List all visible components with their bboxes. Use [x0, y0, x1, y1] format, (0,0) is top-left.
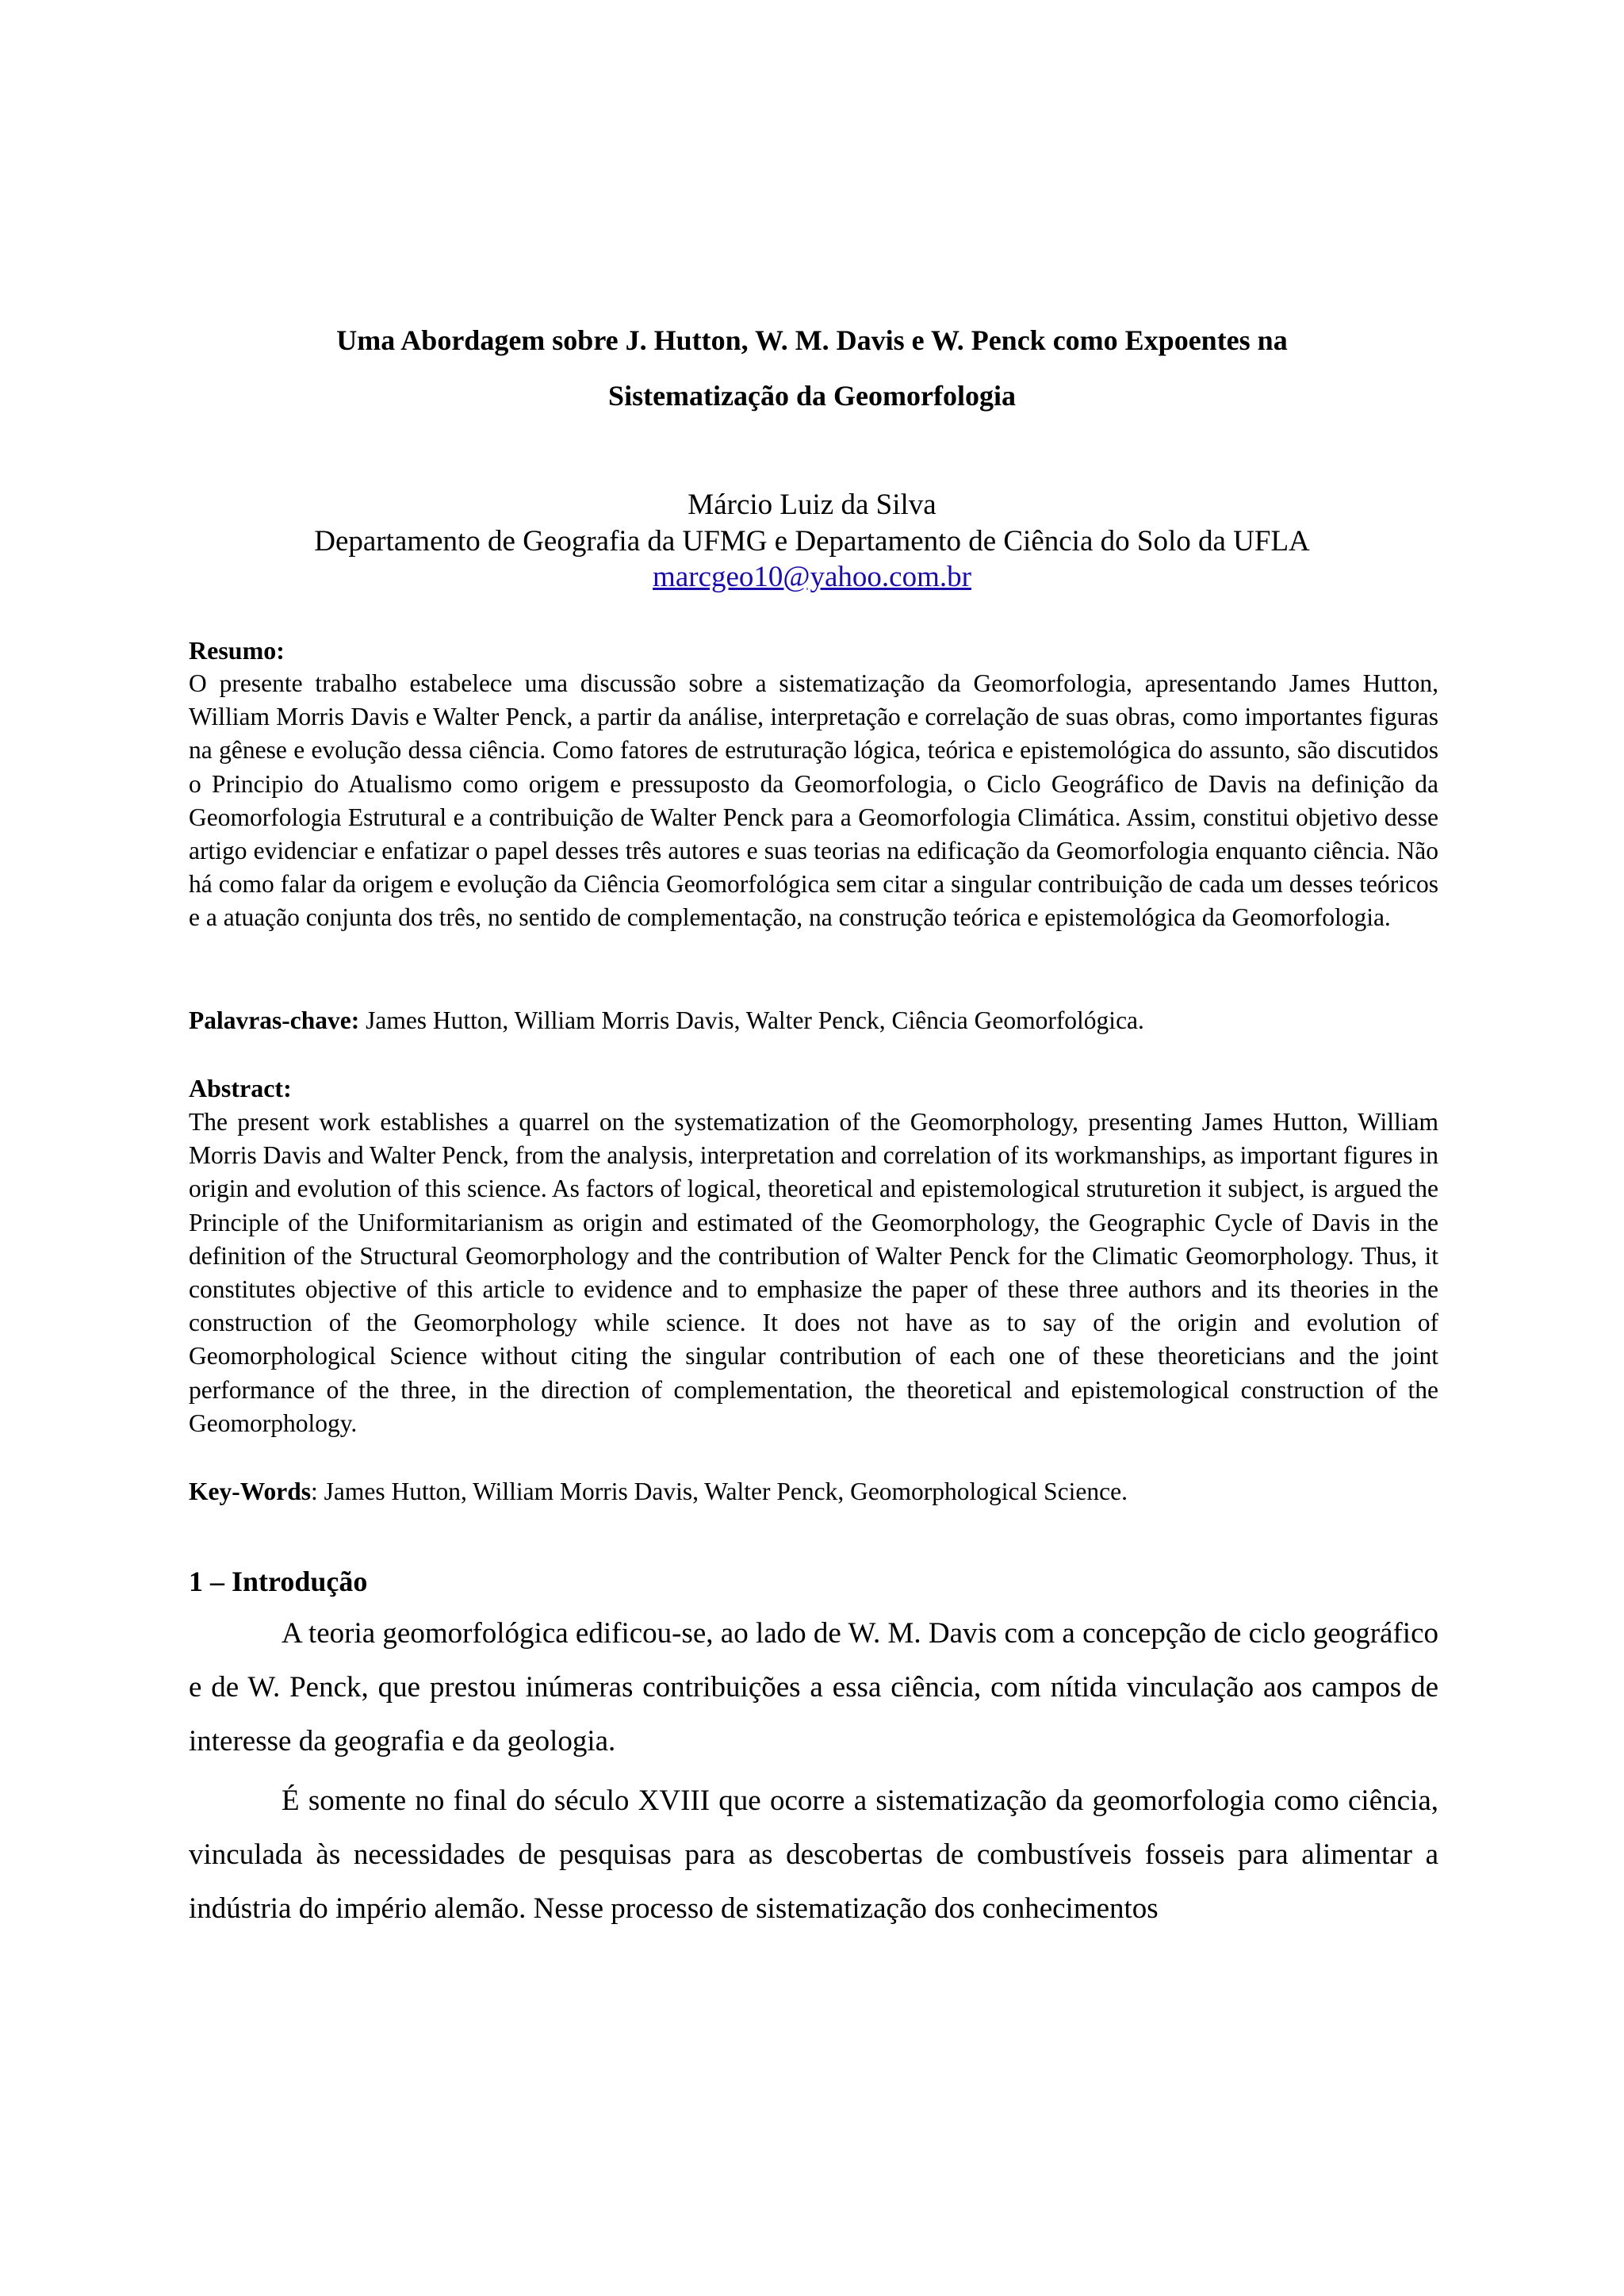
abstract-heading: Abstract:: [189, 1074, 292, 1102]
author-name: Márcio Luiz da Silva: [688, 489, 936, 521]
abstract-keywords-values: : James Hutton, William Morris Davis, Walter Penck, Geomorphological Science.: [311, 1478, 1128, 1505]
paper-title-line-1: Uma Abordagem sobre J. Hutton, W. M. Davis e W. Penck como Expoentes na: [336, 324, 1288, 356]
resumo-keywords: [189, 1004, 1438, 1037]
resumo-heading: Resumo:: [189, 636, 285, 665]
author-email-line: [0, 560, 1624, 595]
abstract-text: The present work establishes a quarrel on the systematization of the Geomorphology, presenting James Hutton, William Morris Davis and Walter Penck, from the analysis, interpretation and correlation of its workmanships, as important figures in origin and evolution of this science. As factors of logical, theoretical and epistemological struturetion it subject, is argued the Principle of the Uniformitarianism as origin and estimated of the Geomorphology, the Geographic Cycle of Davis in the definition of the Structural Geomorphology and the contribution of Walter Penck for the Climatic Geomorphology. Thus, it constitutes objective of this article to evidence and to emphasize the paper of these three authors and its theories in the construction of the Geomorphology while science. It does not have as to say of the origin and evolution of Geomorphological Science without citing the singular contribution of each one of these theoreticians and the joint performance of the three, in the direction of complementation, the theoretical and epistemological construction of the Geomorphology.: [189, 1108, 1438, 1437]
resumo-keywords-values: James Hutton, William Morris Davis, Walter Penck, Ciência Geomorfológica.: [359, 1006, 1144, 1034]
paper-title-line-2: Sistematização da Geomorfologia: [608, 380, 1016, 412]
author-email-link[interactable]: marcgeo10@yahoo.com.br: [653, 561, 971, 593]
intro-paragraph-2: É somente no final do século XVIII que ocorre a sistematização da geomorfologia como ciência, vinculada às necessidades de pesquisas para as descobertas de combustíveis fosseis para alimentar a indústria do império alemão. Nesse processo de sistematização dos conhecimentos: [189, 1784, 1438, 1925]
resumo-text: O presente trabalho estabelece uma discussão sobre a sistematização da Geomorfologia, apresentando James Hutton, William Morris Davis e Walter Penck, a partir da análise, interpretação e correlação de suas obras, como importantes figuras na gênese e evolução dessa ciência. Como fatores de estruturação lógica, teórica e epistemológica do assunto, são discutidos o Principio do Atualismo como origem e pressuposto da Geomorfologia, o Ciclo Geográfico de Davis na definição da Geomorfologia Estrutural e a contribuição de Walter Penck para a Geomorfologia Climática. Assim, constitui objetivo desse artigo evidenciar e enfatizar o papel desses três autores e suas teorias na edificação da Geomorfologia enquanto ciência. Não há como falar da origem e evolução da Ciência Geomorfológica sem citar a singular contribuição de cada um desses teóricos e a atuação conjunta dos três, no sentido de complementação, na construção teórica e epistemológica da Geomorfologia.: [189, 669, 1438, 932]
resumo-keywords-label: Palavras-chave:: [189, 1006, 360, 1034]
abstract-keywords: [189, 1475, 1438, 1508]
abstract-keywords-label: Key-Words: [189, 1478, 311, 1505]
intro-paragraph-1: A teoria geomorfológica edificou-se, ao lado de W. M. Davis com a concepção de ciclo geográfico e de W. Penck, que prestou inúmeras contribuições a essa ciência, com nítida vinculação aos campos de interesse da geografia e da geologia.: [189, 1617, 1438, 1757]
section-heading-introducao: 1 – Introdução: [189, 1566, 368, 1597]
author-affiliation: Departamento de Geografia da UFMG e Departamento de Ciência do Solo da UFLA: [314, 525, 1310, 558]
